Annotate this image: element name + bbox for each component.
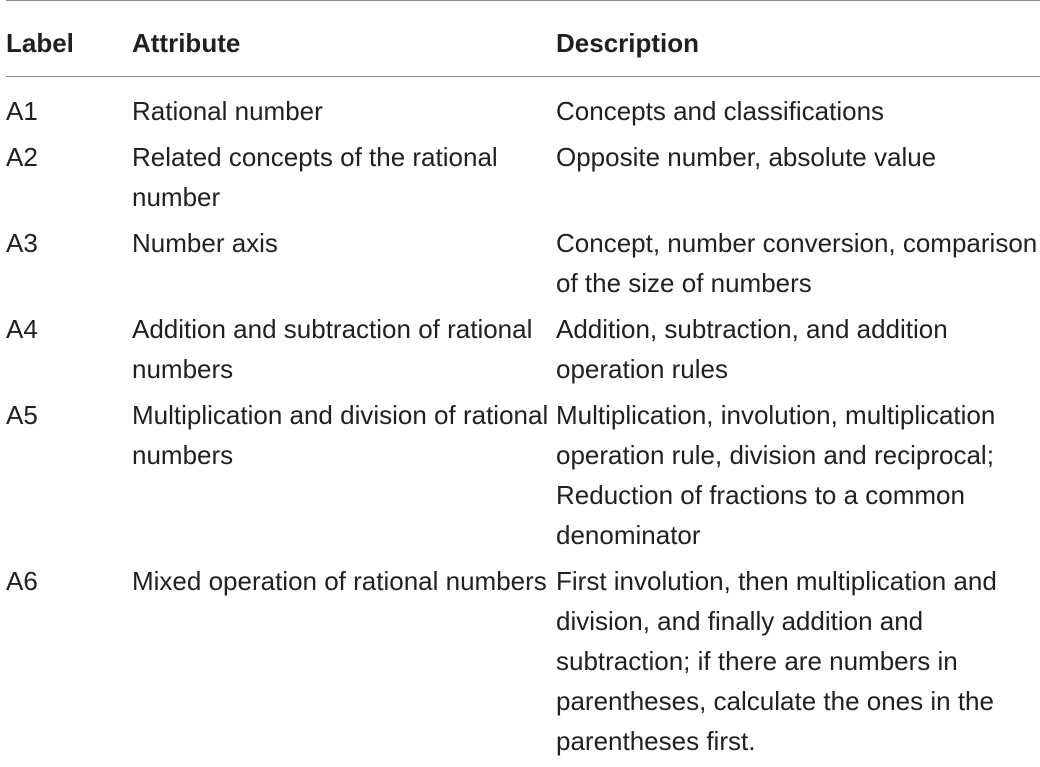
header-description: Description bbox=[556, 1, 1040, 77]
cell-label: A5 bbox=[6, 395, 132, 561]
cell-label: A1 bbox=[6, 77, 132, 138]
header-row bbox=[6, 1, 1040, 77]
cell-attribute: Rational number bbox=[132, 77, 556, 138]
cell-label: A6 bbox=[6, 561, 132, 767]
table-row bbox=[6, 309, 1040, 395]
attributes-table-container bbox=[6, 0, 1040, 767]
cell-description: Concepts and classifications bbox=[556, 77, 1040, 138]
cell-description: Multiplication, involution, multiplication operation rule, division and reciprocal; Reduction of fractions to a common denominator bbox=[556, 395, 1040, 561]
cell-attribute: Mixed operation of rational numbers bbox=[132, 561, 556, 767]
cell-attribute: Multiplication and division of rational numbers bbox=[132, 395, 556, 561]
table-row bbox=[6, 137, 1040, 223]
cell-description: Concept, number conversion, comparison of the size of numbers bbox=[556, 223, 1040, 309]
cell-label: A2 bbox=[6, 137, 132, 223]
cell-label: A4 bbox=[6, 309, 132, 395]
table-row bbox=[6, 561, 1040, 767]
attributes-table bbox=[6, 0, 1040, 767]
table-row bbox=[6, 77, 1040, 138]
header-label: Label bbox=[6, 1, 132, 77]
cell-attribute: Related concepts of the rational number bbox=[132, 137, 556, 223]
table-body bbox=[6, 77, 1040, 767]
cell-attribute: Addition and subtraction of rational numbers bbox=[132, 309, 556, 395]
cell-description: Addition, subtraction, and addition operation rules bbox=[556, 309, 1040, 395]
table-header bbox=[6, 1, 1040, 77]
cell-description: Opposite number, absolute value bbox=[556, 137, 1040, 223]
cell-label: A3 bbox=[6, 223, 132, 309]
cell-description: First involution, then multiplication and division, and finally addition and subtraction; if there are numbers in parentheses, calculate the ones in the parentheses first. bbox=[556, 561, 1040, 767]
table-row bbox=[6, 223, 1040, 309]
header-attribute: Attribute bbox=[132, 1, 556, 77]
table-row bbox=[6, 395, 1040, 561]
cell-attribute: Number axis bbox=[132, 223, 556, 309]
